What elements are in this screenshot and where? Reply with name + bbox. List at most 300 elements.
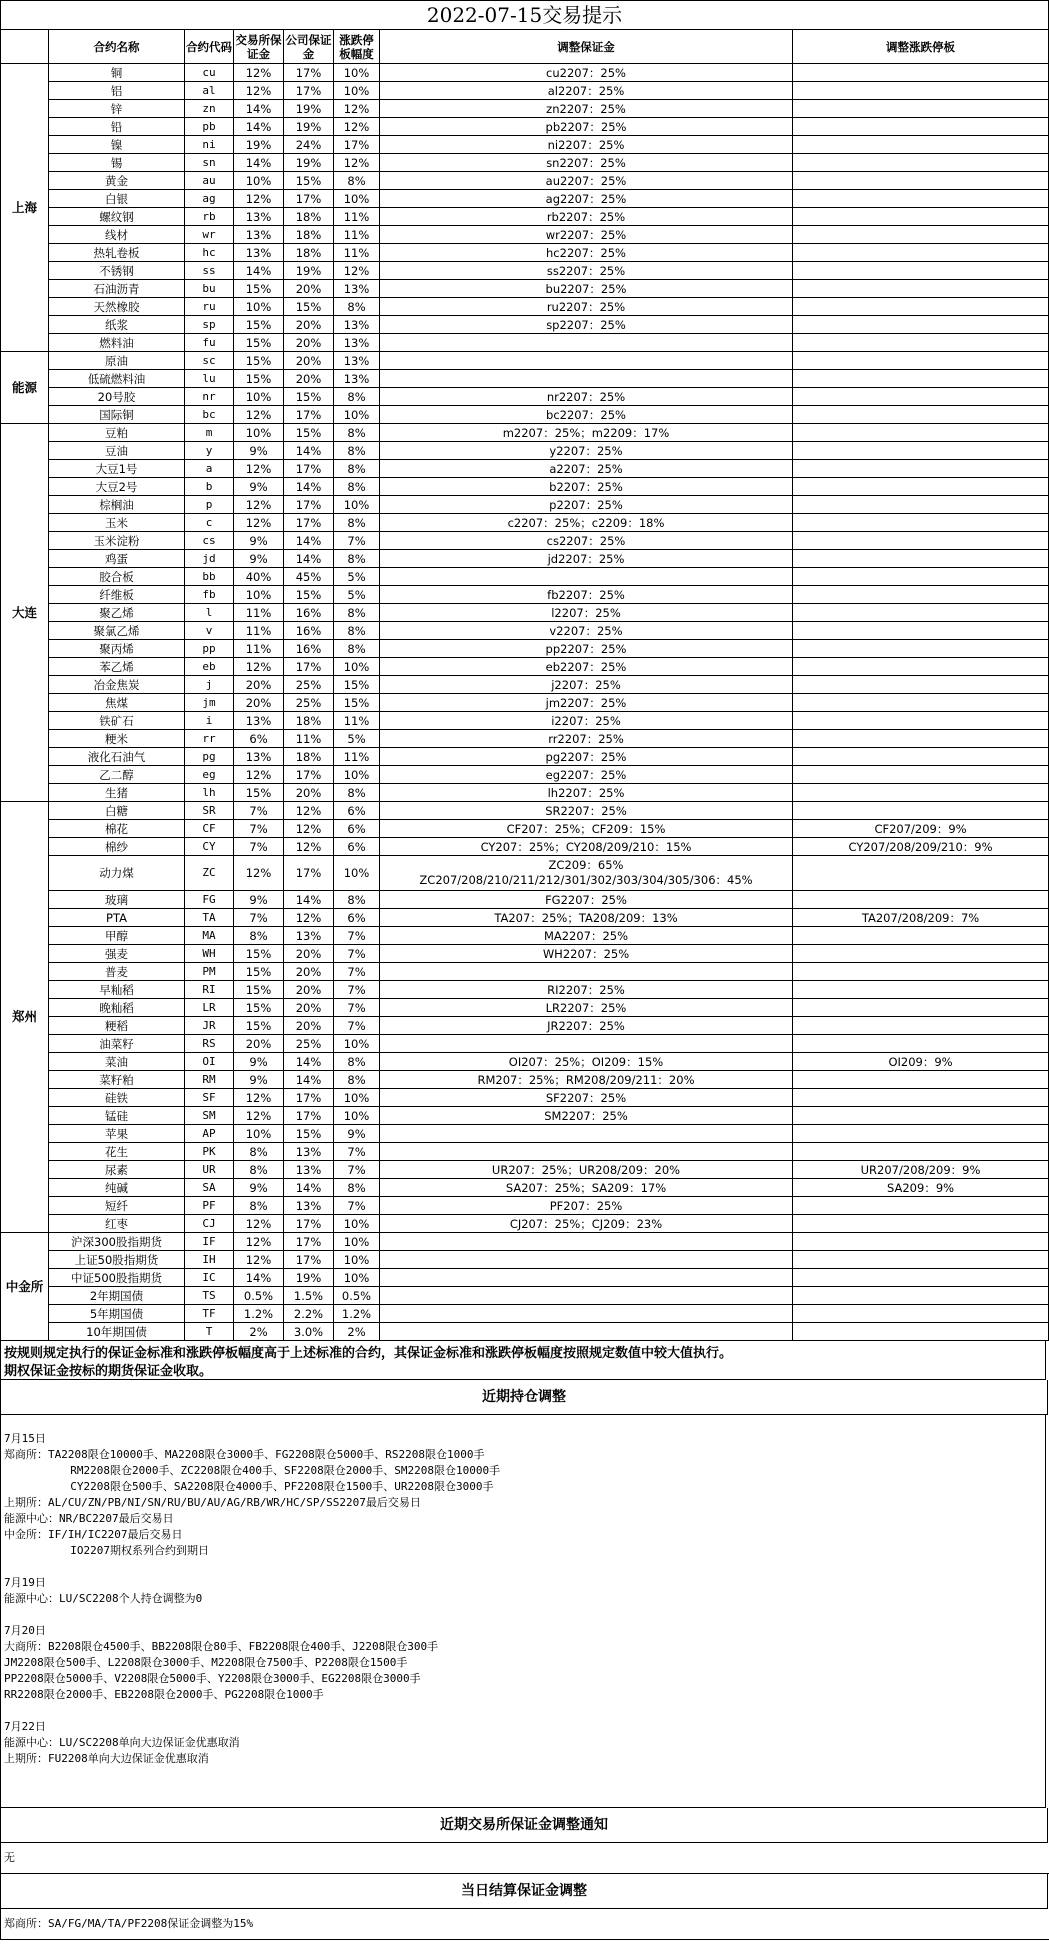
table-row — [1, 1053, 1049, 1071]
exchange-margin: 19% — [234, 136, 284, 154]
contract-name: 红枣 — [49, 1215, 185, 1233]
contract-code: lh — [185, 784, 234, 802]
adjusted-limit — [793, 1305, 1049, 1323]
contract-code: UR — [185, 1161, 234, 1179]
contract-code: IH — [185, 1251, 234, 1269]
contract-name: 豆粕 — [49, 424, 185, 442]
adjusted-margin: SA207：25%；SA209：17% — [380, 1179, 793, 1197]
company-margin: 17% — [284, 190, 334, 208]
table-row — [1, 370, 1049, 388]
adjusted-margin: JR2207：25% — [380, 1017, 793, 1035]
contract-code: zn — [185, 100, 234, 118]
adjusted-margin: sp2207：25% — [380, 316, 793, 334]
adjusted-limit — [793, 442, 1049, 460]
position-line — [4, 1703, 1042, 1719]
contract-name: 玻璃 — [49, 891, 185, 909]
contract-code: ss — [185, 262, 234, 280]
price-limit: 15% — [334, 676, 380, 694]
price-limit: 8% — [334, 442, 380, 460]
table-row — [1, 280, 1049, 298]
exchange-margin: 12% — [234, 1089, 284, 1107]
table-row — [1, 730, 1049, 748]
exchange-margin: 15% — [234, 999, 284, 1017]
adjusted-margin: c2207：25%；c2209：18% — [380, 514, 793, 532]
company-margin: 14% — [284, 532, 334, 550]
company-margin: 19% — [284, 262, 334, 280]
position-line: 能源中心：NR/BC2207最后交易日 — [4, 1512, 174, 1525]
adjusted-limit — [793, 784, 1049, 802]
table-row — [1, 172, 1049, 190]
contract-name: 黄金 — [49, 172, 185, 190]
contract-code: IC — [185, 1269, 234, 1287]
table-row — [1, 1305, 1049, 1323]
exchange-margin: 6% — [234, 730, 284, 748]
price-limit: 11% — [334, 226, 380, 244]
company-margin: 20% — [284, 981, 334, 999]
contract-name: 锰硅 — [49, 1107, 185, 1125]
company-margin: 12% — [284, 820, 334, 838]
adjusted-limit — [793, 1323, 1049, 1341]
adjusted-limit — [793, 406, 1049, 424]
contract-name: 白银 — [49, 190, 185, 208]
table-row — [1, 550, 1049, 568]
contract-name: 纯碱 — [49, 1179, 185, 1197]
contract-name: 棉纱 — [49, 838, 185, 856]
company-margin: 16% — [284, 622, 334, 640]
price-limit: 9% — [334, 1125, 380, 1143]
adjusted-margin: al2207：25% — [380, 82, 793, 100]
position-line: JM2208限仓500手、L2208限仓3000手、M2208限仓7500手、P2208限仓1500手 — [4, 1656, 408, 1669]
adjusted-margin: SF2207：25% — [380, 1089, 793, 1107]
table-row — [1, 1251, 1049, 1269]
price-limit: 8% — [334, 891, 380, 909]
exchange-margin: 11% — [234, 622, 284, 640]
exchange-margin: 15% — [234, 280, 284, 298]
adjusted-limit — [793, 1143, 1049, 1161]
company-margin: 20% — [284, 945, 334, 963]
table-row — [1, 766, 1049, 784]
adjusted-margin: fb2207：25% — [380, 586, 793, 604]
contract-code: pp — [185, 640, 234, 658]
adjusted-margin: MA2207：25% — [380, 927, 793, 945]
price-limit: 10% — [334, 1251, 380, 1269]
company-margin: 19% — [284, 118, 334, 136]
price-limit: 10% — [334, 1215, 380, 1233]
contract-name: 线材 — [49, 226, 185, 244]
table-row — [1, 190, 1049, 208]
adjusted-limit — [793, 694, 1049, 712]
company-margin: 17% — [284, 1233, 334, 1251]
contract-code: c — [185, 514, 234, 532]
adjusted-margin: RM207：25%；RM208/209/211：20% — [380, 1071, 793, 1089]
exchange-margin: 13% — [234, 208, 284, 226]
exchange-margin: 11% — [234, 604, 284, 622]
header-contract-code: 合约代码 — [185, 30, 234, 64]
exchange-margin: 15% — [234, 784, 284, 802]
contract-code: PM — [185, 963, 234, 981]
company-margin: 12% — [284, 909, 334, 927]
contract-name: 燃料油 — [49, 334, 185, 352]
adjusted-margin: pp2207：25% — [380, 640, 793, 658]
contract-name: 玉米淀粉 — [49, 532, 185, 550]
company-margin: 20% — [284, 370, 334, 388]
exchange-margin: 10% — [234, 424, 284, 442]
adjusted-margin: au2207：25% — [380, 172, 793, 190]
adjusted-margin — [380, 334, 793, 352]
adjusted-margin: eg2207：25% — [380, 766, 793, 784]
adjusted-limit — [793, 172, 1049, 190]
adjusted-limit — [793, 766, 1049, 784]
price-limit: 5% — [334, 730, 380, 748]
adjusted-limit — [793, 1251, 1049, 1269]
contract-name: 胶合板 — [49, 568, 185, 586]
price-limit: 10% — [334, 1233, 380, 1251]
position-line: IO2207期权系列合约到期日 — [4, 1544, 209, 1557]
exchange-margin: 14% — [234, 1269, 284, 1287]
contract-name: 苯乙烯 — [49, 658, 185, 676]
contract-name: 原油 — [49, 352, 185, 370]
contract-name: 豆油 — [49, 442, 185, 460]
table-row — [1, 154, 1049, 172]
contract-code: m — [185, 424, 234, 442]
company-margin: 17% — [284, 766, 334, 784]
exchange-margin: 7% — [234, 820, 284, 838]
exchange-margin: 20% — [234, 676, 284, 694]
table-row — [1, 712, 1049, 730]
contract-code: ag — [185, 190, 234, 208]
contract-code: FG — [185, 891, 234, 909]
price-limit: 10% — [334, 1269, 380, 1287]
company-margin: 17% — [284, 460, 334, 478]
table-row — [1, 298, 1049, 316]
rules-note-line: 按规则规定执行的保证金标准和涨跌停板幅度高于上述标准的合约，其保证金标准和涨跌停板幅度按照规定数值中较大值执行。 — [4, 1346, 733, 1361]
adjusted-margin: lh2207：25% — [380, 784, 793, 802]
adjusted-margin: y2207：25% — [380, 442, 793, 460]
company-margin: 13% — [284, 1143, 334, 1161]
adjusted-limit — [793, 568, 1049, 586]
contract-name: 天然橡胶 — [49, 298, 185, 316]
company-margin: 20% — [284, 999, 334, 1017]
contract-name: 铜 — [49, 64, 185, 82]
company-margin: 18% — [284, 712, 334, 730]
price-limit: 11% — [334, 712, 380, 730]
adjusted-limit — [793, 1269, 1049, 1287]
table-row — [1, 820, 1049, 838]
contract-name: 苹果 — [49, 1125, 185, 1143]
adjusted-margin: ag2207：25% — [380, 190, 793, 208]
adjusted-limit — [793, 748, 1049, 766]
adjusted-limit — [793, 424, 1049, 442]
adjusted-limit — [793, 658, 1049, 676]
contract-name: 纸浆 — [49, 316, 185, 334]
table-row — [1, 460, 1049, 478]
company-margin: 14% — [284, 1179, 334, 1197]
contract-code: SM — [185, 1107, 234, 1125]
table-row — [1, 496, 1049, 514]
position-adjustment-body — [0, 1415, 1046, 1808]
adjusted-margin — [380, 1233, 793, 1251]
adjusted-margin: pg2207：25% — [380, 748, 793, 766]
contract-name: 锌 — [49, 100, 185, 118]
adjusted-limit — [793, 262, 1049, 280]
company-margin: 18% — [284, 244, 334, 262]
contract-name: 聚丙烯 — [49, 640, 185, 658]
adjusted-margin: TA207：25%；TA208/209：13% — [380, 909, 793, 927]
exchange-margin: 12% — [234, 514, 284, 532]
table-row — [1, 352, 1049, 370]
price-limit: 7% — [334, 999, 380, 1017]
adjusted-margin: i2207：25% — [380, 712, 793, 730]
company-margin: 25% — [284, 1035, 334, 1053]
contract-code: CJ — [185, 1215, 234, 1233]
adjusted-margin — [380, 370, 793, 388]
adjusted-limit — [793, 208, 1049, 226]
exchange-margin: 7% — [234, 802, 284, 820]
contract-code: j — [185, 676, 234, 694]
contract-name: 焦煤 — [49, 694, 185, 712]
header-contract-name: 合约名称 — [49, 30, 185, 64]
price-limit: 8% — [334, 460, 380, 478]
table-row — [1, 945, 1049, 963]
price-limit: 13% — [334, 334, 380, 352]
contract-name: 液化石油气 — [49, 748, 185, 766]
table-row — [1, 838, 1049, 856]
contract-name: 菜籽粕 — [49, 1071, 185, 1089]
adjusted-margin: RI2207：25% — [380, 981, 793, 999]
company-margin: 13% — [284, 1197, 334, 1215]
adjusted-margin: l2207：25% — [380, 604, 793, 622]
contract-name: 铝 — [49, 82, 185, 100]
adjusted-limit — [793, 316, 1049, 334]
company-margin: 17% — [284, 658, 334, 676]
contract-name: 石油沥青 — [49, 280, 185, 298]
header-adjusted-margin: 调整保证金 — [380, 30, 793, 64]
adjusted-margin: hc2207：25% — [380, 244, 793, 262]
adjusted-margin: OI207：25%；OI209：15% — [380, 1053, 793, 1071]
contract-code: nr — [185, 388, 234, 406]
table-header — [1, 30, 1049, 64]
adjusted-limit — [793, 802, 1049, 820]
contract-code: eb — [185, 658, 234, 676]
price-limit: 8% — [334, 604, 380, 622]
price-limit: 6% — [334, 820, 380, 838]
exchange-margin: 15% — [234, 352, 284, 370]
company-margin: 11% — [284, 730, 334, 748]
header-exchange-margin: 交易所保证金 — [234, 30, 284, 64]
exchange-margin: 12% — [234, 1251, 284, 1269]
adjusted-limit — [793, 532, 1049, 550]
table-row — [1, 262, 1049, 280]
contract-name: 2年期国债 — [49, 1287, 185, 1305]
table-row — [1, 136, 1049, 154]
company-margin: 18% — [284, 226, 334, 244]
exchange-margin: 12% — [234, 1215, 284, 1233]
price-limit: 0.5% — [334, 1287, 380, 1305]
contract-name: 纤维板 — [49, 586, 185, 604]
price-limit: 8% — [334, 1179, 380, 1197]
contract-code: y — [185, 442, 234, 460]
contract-name: 短纤 — [49, 1197, 185, 1215]
contract-code: ni — [185, 136, 234, 154]
company-margin: 12% — [284, 802, 334, 820]
adjusted-limit — [793, 1089, 1049, 1107]
table-row — [1, 856, 1049, 891]
company-margin: 19% — [284, 100, 334, 118]
table-row — [1, 226, 1049, 244]
company-margin: 17% — [284, 82, 334, 100]
table-row — [1, 1125, 1049, 1143]
exchange-margin: 40% — [234, 568, 284, 586]
contract-name: 菜油 — [49, 1053, 185, 1071]
exchange-margin: 14% — [234, 118, 284, 136]
adjusted-limit — [793, 622, 1049, 640]
contract-name: 棉花 — [49, 820, 185, 838]
company-margin: 15% — [284, 586, 334, 604]
table-row — [1, 82, 1049, 100]
table-row — [1, 622, 1049, 640]
table-row — [1, 784, 1049, 802]
exchange-margin: 10% — [234, 298, 284, 316]
contract-name: 白糖 — [49, 802, 185, 820]
table-row — [1, 1071, 1049, 1089]
company-margin: 16% — [284, 640, 334, 658]
exchange-margin: 8% — [234, 1143, 284, 1161]
adjusted-margin: a2207：25% — [380, 460, 793, 478]
position-line: CY2208限仓500手、SA2208限仓4000手、PF2208限仓1500手、UR2208限仓3000手 — [4, 1480, 494, 1493]
adjusted-limit — [793, 1233, 1049, 1251]
price-limit: 10% — [334, 406, 380, 424]
price-limit: 8% — [334, 514, 380, 532]
price-limit: 12% — [334, 154, 380, 172]
adjusted-limit — [793, 730, 1049, 748]
adjusted-limit: CF207/209：9% — [793, 820, 1049, 838]
contract-code: MA — [185, 927, 234, 945]
table-row — [1, 802, 1049, 820]
table-row — [1, 316, 1049, 334]
company-margin: 17% — [284, 856, 334, 891]
exchange-margin: 12% — [234, 856, 284, 891]
contract-name: 聚乙烯 — [49, 604, 185, 622]
price-limit: 13% — [334, 352, 380, 370]
table-row — [1, 64, 1049, 82]
exchange-margin: 10% — [234, 1125, 284, 1143]
adjusted-limit — [793, 496, 1049, 514]
contract-name: 10年期国债 — [49, 1323, 185, 1341]
exchange-notice-content: 无 — [0, 1843, 1049, 1874]
price-limit: 11% — [334, 208, 380, 226]
adjusted-margin: jd2207：25% — [380, 550, 793, 568]
adjusted-margin: b2207：25% — [380, 478, 793, 496]
table-row — [1, 118, 1049, 136]
adjusted-margin: pb2207：25% — [380, 118, 793, 136]
contract-name: 早籼稻 — [49, 981, 185, 999]
exchange-margin: 12% — [234, 766, 284, 784]
exchange-margin: 15% — [234, 316, 284, 334]
table-row — [1, 568, 1049, 586]
company-margin: 1.5% — [284, 1287, 334, 1305]
adjusted-limit — [793, 927, 1049, 945]
settlement-adjustment-content: 郑商所：SA/FG/MA/TA/PF2208保证金调整为15% — [0, 1909, 1049, 1940]
exchange-margin: 15% — [234, 945, 284, 963]
contract-name: 晚籼稻 — [49, 999, 185, 1017]
table-row — [1, 1107, 1049, 1125]
contract-code: cu — [185, 64, 234, 82]
contract-code: ru — [185, 298, 234, 316]
adjusted-limit — [793, 1071, 1049, 1089]
company-margin: 14% — [284, 1071, 334, 1089]
exchange-margin: 8% — [234, 927, 284, 945]
price-limit: 8% — [334, 640, 380, 658]
adjusted-limit — [793, 1125, 1049, 1143]
contract-name: 不锈钢 — [49, 262, 185, 280]
adjusted-margin-line: ZC207/208/210/211/212/301/302/303/304/305/306：45% — [419, 873, 753, 887]
contract-name: 镍 — [49, 136, 185, 154]
table-row — [1, 478, 1049, 496]
adjusted-margin: rr2207：25% — [380, 730, 793, 748]
exchange-margin: 9% — [234, 1071, 284, 1089]
contract-code: l — [185, 604, 234, 622]
contract-name: 20号胶 — [49, 388, 185, 406]
company-margin: 15% — [284, 172, 334, 190]
company-margin: 12% — [284, 838, 334, 856]
adjusted-margin: v2207：25% — [380, 622, 793, 640]
adjusted-limit: UR207/208/209：9% — [793, 1161, 1049, 1179]
table-row — [1, 1197, 1049, 1215]
company-margin: 20% — [284, 316, 334, 334]
price-limit: 1.2% — [334, 1305, 380, 1323]
company-margin: 20% — [284, 352, 334, 370]
price-limit: 17% — [334, 136, 380, 154]
company-margin: 45% — [284, 568, 334, 586]
price-limit: 11% — [334, 748, 380, 766]
table-row — [1, 1017, 1049, 1035]
contract-code: sn — [185, 154, 234, 172]
price-limit: 8% — [334, 298, 380, 316]
contract-name: 尿素 — [49, 1161, 185, 1179]
contract-code: wr — [185, 226, 234, 244]
exchange-margin: 12% — [234, 64, 284, 82]
contract-name: 冶金焦炭 — [49, 676, 185, 694]
price-limit: 8% — [334, 550, 380, 568]
table-row — [1, 981, 1049, 999]
page-title: 2022-07-15交易提示 — [1, 1, 1049, 30]
contract-name: 大豆1号 — [49, 460, 185, 478]
exchange-cell: 中金所 — [1, 1233, 49, 1341]
contract-name: 乙二醇 — [49, 766, 185, 784]
table-row — [1, 1233, 1049, 1251]
price-limit: 10% — [334, 1089, 380, 1107]
price-limit: 7% — [334, 532, 380, 550]
table-row — [1, 748, 1049, 766]
company-margin: 17% — [284, 1215, 334, 1233]
position-line: 大商所：B2208限仓4500手、BB2208限仓80手、FB2208限仓400手、J2208限仓300手 — [4, 1640, 439, 1653]
adjusted-margin: j2207：25% — [380, 676, 793, 694]
contract-code: SR — [185, 802, 234, 820]
price-limit: 5% — [334, 568, 380, 586]
position-line: 上期所：FU2208单向大边保证金优惠取消 — [4, 1752, 209, 1765]
contract-name: 硅铁 — [49, 1089, 185, 1107]
table-row — [1, 891, 1049, 909]
company-margin: 15% — [284, 1125, 334, 1143]
price-limit: 12% — [334, 100, 380, 118]
contract-code: TS — [185, 1287, 234, 1305]
contract-name: 螺纹钢 — [49, 208, 185, 226]
contract-code: i — [185, 712, 234, 730]
exchange-margin: 12% — [234, 460, 284, 478]
contract-name: 花生 — [49, 1143, 185, 1161]
adjusted-limit — [793, 945, 1049, 963]
company-margin: 3.0% — [284, 1323, 334, 1341]
